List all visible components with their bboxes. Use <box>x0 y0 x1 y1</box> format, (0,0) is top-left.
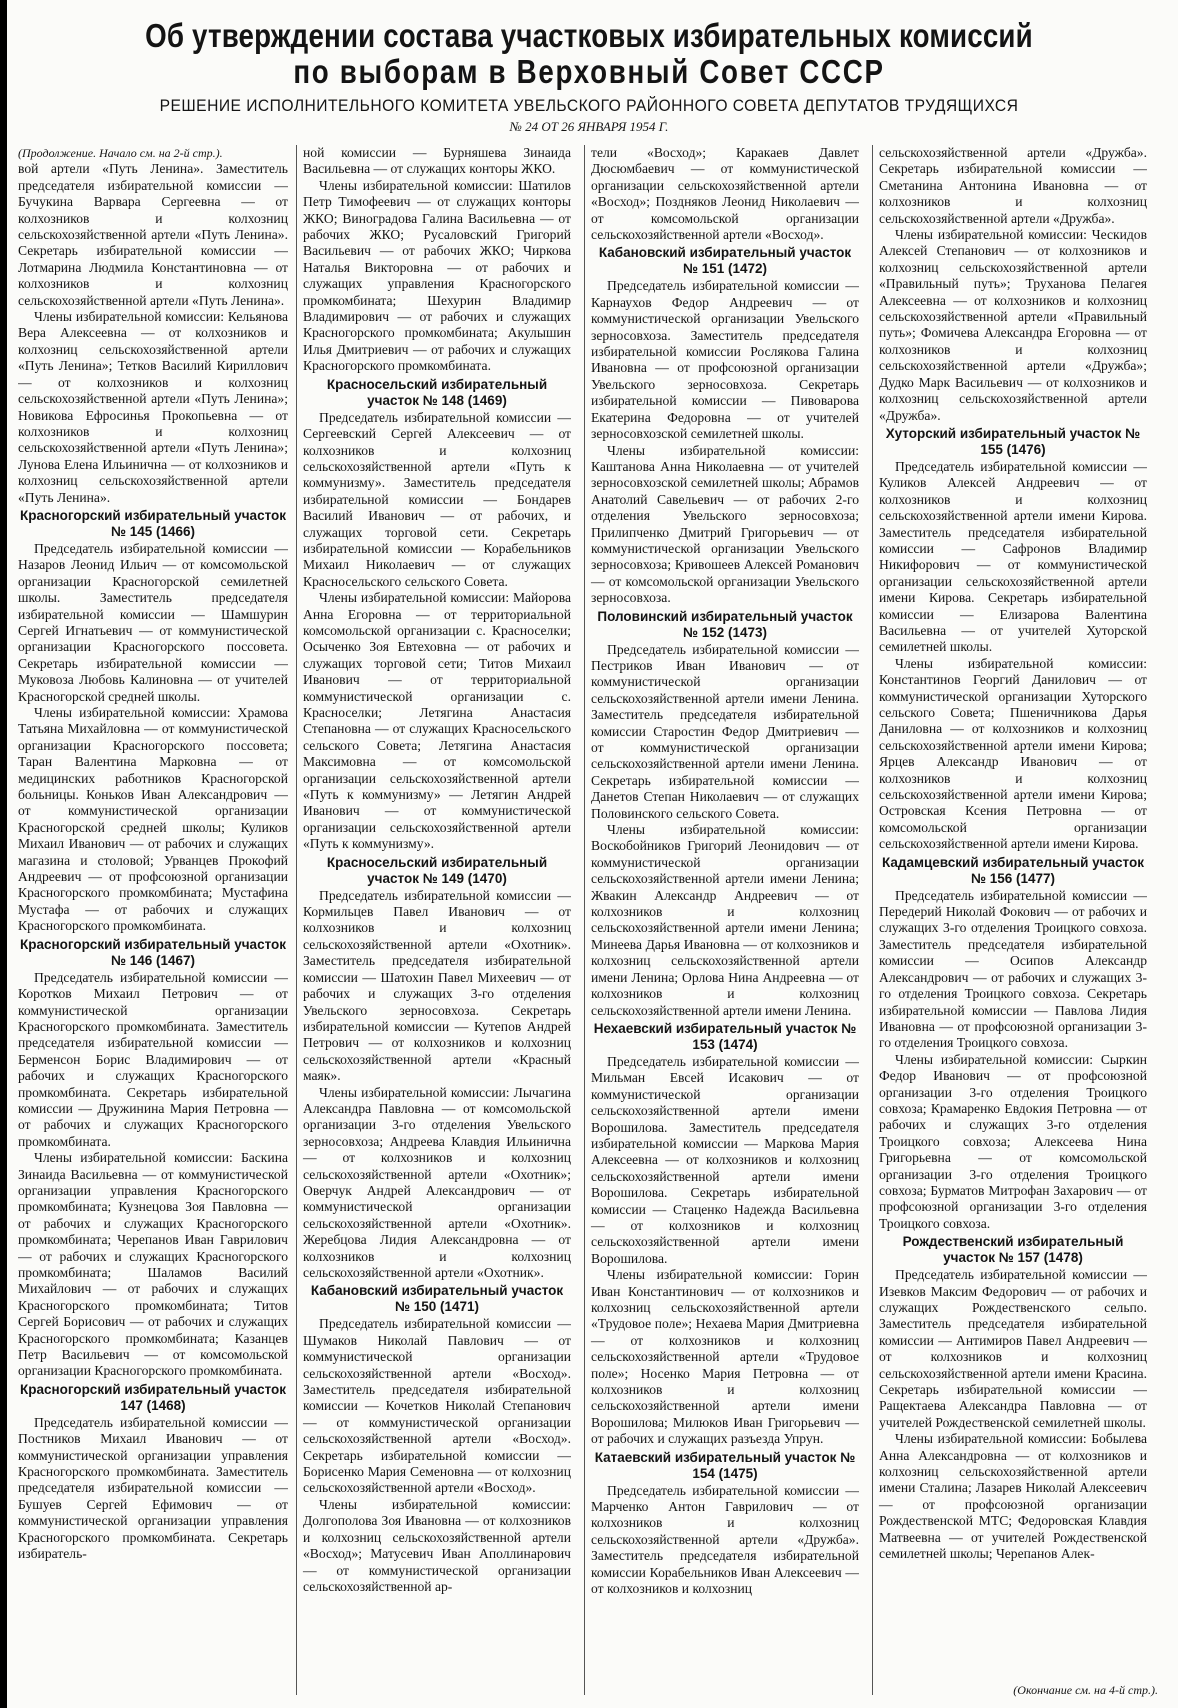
paragraph: Члены избирательной комиссии: Бобылева Анна Александровна — от колхозников и колхозниц сельскохозяйственной артели имени Сталина; Лазарев Николай Алексеевич — от профсоюзной организации Рождественской МТС; Федоровская Клавдия Матвеевна — от учителей Рождественской семилетней школы; Черепанов Алек- <box>879 1431 1147 1562</box>
paragraph: Председатель избирательной комиссии — Пестриков Иван Иванович — от коммунистической организации сельскохозяйственной артели имени Ленина. Заместитель председателя избирательной комиссии Старостин Федор Дмитриевич — от коммунистической организации сельскохозяйственной артели имени Ленина. Секретарь избирательной комиссии — Данетов Степан Николаевич — от служащих Половинского сельского Совета. <box>591 641 859 821</box>
headline-line-2: по выборам в Верховный Совет СССР <box>293 53 885 90</box>
page-left-edge <box>0 0 7 1708</box>
paragraph: Председатель избирательной комиссии — Кормильцев Павел Иванович — от колхозников и колхозниц сельскохозяйственной артели «Охотник». Заместитель председателя избирательной комиссии — Шатохин Павел Михеевич — от рабочих и служащих 3-го отделения Увельского зерносовхоза. Секретарь избирательной комиссии — Кутепов Андрей Петрович — от колхозников и колхозниц сельскохозяйственной артели «Красный маяк». <box>303 887 571 1084</box>
column-3 <box>584 145 859 1695</box>
section-heading: Кабановский избирательный участок № 150 (1471) <box>310 1283 564 1315</box>
paragraph: Председатель избирательной комиссии — Сергеевский Сергей Алексеевич — от колхозников и колхозниц сельскохозяйственной артели «Путь к коммунизму». Заместитель председателя избирательной комиссии — Бондарев Василий Иванович — от рабочих, и служащих торговой сети. Секретарь избирательной комиссии — Корабельников Михаил Николаевич — от служащих Красносельского сельского Совета. <box>303 409 571 589</box>
paragraph: Члены избирательной комиссии: Баскина Зинаида Васильевна — от коммунистической организации управления Красногорского промкомбината; Кузнецова Зоя Павловна — от рабочих и служащих Красногорского промкомбината; Черепанов Иван Гаврилович — от рабочих и служащих Красногорского промкомбината; Шаламов Василий Михайлович — от рабочих и служащих Красногорского промкомбината; Титов Сергей Борисович — от рабочих и служащих Красногорского промкомбината; Казанцев Петр Васильевич — от комсомольской организации Красногорского промкомбината. <box>18 1150 288 1379</box>
paragraph: Члены избирательной комиссии: Ческидов Алексей Степанович — от колхозников и колхозниц сельскохозяйственной артели «Правильный путь»; Труханова Пелагея Алексеевна — от колхозников и колхозниц сельскохозяйственной артели «Правильный путь»; Фомичева Александра Егоровна — от колхозников и колхозниц сельскохозяйственной артели «Дружба»; Дудко Марк Васильевич — от колхозников и колхозниц сельскохозяйственной артели «Дружба». <box>879 227 1147 423</box>
section-heading: Кабановский избирательный участок № 151 (1472) <box>598 245 852 277</box>
paragraph: Члены избирательной комиссии: Майорова Анна Егоровна — от территориальной комсомольской организации с. Красноселки; Осыченко Зоя Евтеховна — от рабочих и служащих торговой сети; Титов Михаил Иванович — от территориальной коммунистической организации с. Красноселки; Летягина Анастасия Степановна — от служащих Красносельского сельского Совета; Летягина Анастасия Максимовна — от комсомольской организации сельскохозяйственной артели «Путь к коммунизму» — Летягин Андрей Иванович — от коммунистической организации сельскохозяйственной артели «Путь к коммунизму». <box>303 590 571 852</box>
paragraph: Члены избирательной комиссии: Сыркин Федор Иванович — от профсоюзной организации 3-го отделения Троицкого совхоза; Крамаренко Евдокия Петровна — от рабочих и служащих 3-го отделения Троицкого совхоза; Алексеева Нина Григорьевна — от комсомольской организации 3-го отделения Троицкого совхоза; Бурматов Митрофан Захарович — от профсоюзной организации 3-го отделения Троицкого совхоза. <box>879 1051 1147 1231</box>
decision-dateline: № 24 ОТ 26 ЯНВАРЯ 1954 Г. <box>509 119 669 134</box>
paragraph: Председатель избирательной комиссии — Передерий Николай Фокович — от рабочих и служащих 3-го отделения Троицкого совхоза. Заместитель председателя избирательной комиссии — Осипов Александр Александрович — от рабочих и служащих 3-го отделения Троицкого совхоза. Секретарь избирательной комиссии — Павлова Лидия Ивановна — от профсоюзной организации 3-го отделения Троицкого совхоза. <box>879 887 1147 1051</box>
paragraph: тели «Восход»; Каракаев Давлет Дюсюмбаевич — от коммунистической организации сельскохозяйственной артели «Восход»; Поздняков Леонид Николаевич — от комсомольской организации сельскохозяйственной артели «Восход». <box>591 145 859 243</box>
paragraph: Члены избирательной комиссии: Храмова Татьяна Михайловна — от коммунистической организации Красногорского поссовета; Таран Валентина Марковна — от медицинских работников Красногорской больницы. Коньков Иван Александрович — от коммунистической организации Красногорской средней школы; Куликов Михаил Иванович — от рабочих и служащих магазина и столовой; Урванцев Прокофий Андреевич — от профсоюзной организации Красногорского промкомбината; Мустафина Мустафа — от рабочих и служащих Красногорского промкомбината. <box>18 705 288 934</box>
paragraph: ной комиссии — Бурняшева Зинаида Васильевна — от служащих конторы ЖКО. <box>303 145 571 177</box>
paragraph: Председатель избирательной комиссии — Карнаухов Федор Андреевич — от коммунистической организации Увельского зерносовхоза. Заместитель председателя избирательной комиссии Рослякова Галина Ивановна — от профсоюзной организации Увельского зерносовхоза. Секретарь избирательной комиссии — Пивоварова Екатерина Федоровна — от учителей зерносовхозской семилетней школы. <box>591 278 859 442</box>
paragraph: Председатель избирательной комиссии — Мильман Евсей Исакович — от коммунистической организации сельскохозяйственной артели имени Ворошилова. Заместитель председателя избирательной комиссии — Маркова Мария Алексеевна — от колхозников и колхозниц сельскохозяйственной артели имени Ворошилова. Секретарь избирательной комиссии — Стаценко Надежда Васильевна — от колхозников и колхозниц сельскохозяйственной артели имени Ворошилова. <box>591 1053 859 1266</box>
continuation-end-note: (Окончание см. на 4-й стр.). <box>1013 1683 1158 1697</box>
continuation-note: (Продолжение. Начало см. на 2-й стр.). <box>18 146 223 160</box>
paragraph: сельскохозяйственной артели «Дружба». Секретарь избирательной комиссии — Сметанина Антонина Ивановна — от колхозников и колхозниц сельскохозяйственной артели «Дружба». <box>879 145 1147 226</box>
section-heading: Красносельский избирательный участок № 148 (1469) <box>326 376 548 408</box>
section-heading: Красногорский избирательный участок № 145 (1466) <box>19 507 287 539</box>
section-heading: Катаевский избирательный участок № 154 (1475) <box>594 1449 856 1481</box>
paragraph: Члены избирательной комиссии: Воскобойников Григорий Леонидович — от коммунистической организации сельскохозяйственной артели имени Ленина; Жвакин Александр Андреевич — от колхозников и колхозниц сельскохозяйственной артели имени Ленина; Минеева Дарья Ивановна — от колхозников и колхозниц сельскохозяйственной артели имени Ленина; Орлова Нина Андреевна — от колхозников и колхозниц сельскохозяйственной артели имени Ленина. <box>591 822 859 1018</box>
paragraph: Председатель избирательной комиссии — Изевков Максим Федорович — от рабочих и служащих Рождественского сельпо. Заместитель председателя избирательной комиссии — Антимиров Павел Андреевич — от колхозников и колхозниц сельскохозяйственной артели имени Красина. Секретарь избирательной комиссии — Ращектаева Александра Павловна — от учителей Рождественской семилетней школы. <box>879 1267 1147 1430</box>
paragraph: Председатель избирательной комиссии — Коротков Михаил Петрович — от коммунистической организации Красногорского промкомбината. Заместитель председателя избирательной комиссии — Берменсон Борис Владимирович — от рабочих и служащих Красногорского промкомбината. Секретарь избирательной комиссии — Дружинина Мария Петровна — от рабочих и служащих Красногорского промкомбината. <box>18 969 288 1149</box>
column-2 <box>296 145 571 1695</box>
article-header <box>0 18 1178 135</box>
paragraph: Члены избирательной комиссии: Шатилов Петр Тимофеевич — от служащих конторы ЖКО; Виноградова Галина Васильевна — от рабочих ЖКО; Русаловский Григорий Васильевич — от рабочих ЖКО; Чиркова Наталья Викторовна — от рабочих и служащих управления Красногорского промкомбината; Шехурин Владимир Владимирович — от рабочих и служащих Красногорского промкомбината; Акулышин Илья Дмитриевич — от рабочих и служащих Красногорского промкомбината. <box>303 177 571 374</box>
paragraph: Председатель избирательной комиссии — Куликов Алексей Андреевич — от колхозников и колхозниц сельскохозяйственной артели имени Кирова. Заместитель председателя избирательной комиссии — Сафронов Владимир Никифорович — от коммунистической организации сельскохозяйственной артели имени Кирова. Секретарь избирательной комиссии — Елизарова Валентина Васильевна — от учителей Хуторской семилетней школы. <box>879 458 1147 655</box>
section-heading: Кадамцевский избирательный участок № 156 (1477) <box>882 854 1144 886</box>
paragraph: Председатель избирательной комиссии — Шумаков Николай Павлович — от коммунистической организации сельскохозяйственной артели «Восход». Заместитель председателя избирательной комиссии — Кочетков Николай Степанович — от коммунистической организации сельскохозяйственной артели «Восход». Секретарь избирательной комиссии — Борисенко Мария Семеновна — от колхозниц сельскохозяйственной артели «Восход». <box>303 1316 571 1496</box>
paragraph: вой артели «Путь Ленина». Заместитель председателя избирательной комиссии — Бучукина Варвара Сергеевна — от колхозников и колхозниц сельскохозяйственной артели «Путь Ленина». Секретарь избирательной комиссии — Лотмарина Людмила Константиновна — от колхозников и колхозниц сельскохозяйственной артели «Путь Ленина». <box>18 161 288 308</box>
paragraph: Члены избирательной комиссии: Горин Иван Константинович — от колхозников и колхозниц сельскохозяйственной артели «Трудовое поле»; Нехаева Мария Дмитриевна — от колхозников и колхозниц сельскохозяйственной артели «Трудовое поле»; Носенко Мария Петровна — от колхозников и колхозниц сельскохозяйственной артели имени Ворошилова; Милюков Иван Григорьевич — от рабочих и служащих разъезда Упрун. <box>591 1267 859 1447</box>
section-heading: Красносельский избирательный участок № 149 (1470) <box>326 854 548 886</box>
headline-line-1: Об утверждении состава участковых избирательных комиссий <box>145 17 1033 54</box>
paragraph: Члены избирательной комиссии: Каштанова Анна Николаевна — от учителей зерносовхозской семилетней школы; Абрамов Анатолий Савельевич — от рабочих 2-го отделения Увельского зерносовхоза; Прилипченко Дмитрий Григорьевич — от коммунистической организации Увельского зерносовхоза; Кривошеев Алексей Романович — от комсомольской организации Увельского зерносовхоза. <box>591 442 859 606</box>
section-heading: Красногорский избирательный участок № 146 (1467) <box>19 936 287 968</box>
paragraph: Председатель избирательной комиссии — Марченко Антон Гаврилович — от колхозников и колхозниц сельскохозяйственной артели «Дружба». Заместитель председателя избирательной комиссии Корабельников Иван Алексеевич — от колхозников и колхозниц <box>591 1482 859 1597</box>
paragraph: Члены избирательной комиссии: Долгополова Зоя Ивановна — от колхозников и колхозниц сельскохозяйственной артели «Восход»; Матусевич Иван Аполлинарович — от коммунистической организации сельскохозяйственной ар- <box>303 1496 571 1594</box>
paragraph: Председатель избирательной комиссии — Постников Михаил Иванович — от коммунистической организации управления Красногорского промкомбината. Заместитель председателя избирательной комиссии — Бушуев Сергей Ефимович — от коммунистической организации управления Красногорского промкомбината. Секретарь избиратель- <box>18 1414 288 1562</box>
section-heading: Хуторский избирательный участок № 155 (1476) <box>885 425 1141 457</box>
article-columns <box>18 145 1168 1695</box>
paragraph: Члены избирательной комиссии: Кельянова Вера Алексеевна — от колхозников и колхозниц сельскохозяйственной артели «Путь Ленина»; Тетков Василий Кириллович — от колхозников и колхозниц сельскохозяйственной артели «Путь Ленина»; Новикова Ефросинья Прокопьевна — от колхозников и колхозниц сельскохозяйственной артели «Путь Ленина»; Лунова Елена Ильинична — от колхозников и колхозниц сельскохозяйственной артели «Путь Ленина». <box>18 309 288 505</box>
section-heading: Рождественский избирательный участок № 157 (1478) <box>902 1234 1124 1266</box>
paragraph: Председатель избирательной комиссии — Назаров Леонид Ильич — от комсомольской организации Красногорской семилетней школы. Заместитель председателя избирательной комиссии — Шамшурин Сергей Игнатьевич — от коммунистической организации Красногорского поссовета. Секретарь избирательной комиссии — Муковоза Любовь Калиновна — от учителей Красногорской средней школы. <box>18 540 288 704</box>
column-4 <box>872 145 1147 1695</box>
decision-subtitle: РЕШЕНИЕ ИСПОЛНИТЕЛЬНОГО КОМИТЕТА УВЕЛЬСКОГО РАЙОННОГО СОВЕТА ДЕПУТАТОВ ТРУДЯЩИХСЯ <box>159 96 1019 115</box>
column-1 <box>18 145 288 1695</box>
section-heading: Половинский избирательный участок № 152 (1473) <box>597 608 853 640</box>
paragraph: Члены избирательной комиссии: Константинов Георгий Данилович — от коммунистической организации Хуторского сельского Совета; Пшеничникова Дарья Даниловна — от колхозников и колхозниц сельскохозяйственной артели имени Кирова; Ярцев Александр Иванович — от колхозников и колхозниц сельскохозяйственной артели имени Кирова; Островская Ксения Петровна — от комсомольской организации сельскохозяйственной артели имени Кирова. <box>879 655 1147 852</box>
section-heading: Красногорский избирательный участок 147 (1468) <box>19 1381 287 1413</box>
paragraph: Члены избирательной комиссии: Лычагина Александра Павловна — от комсомольской организации 3-го отделения Увельского зерносовхоза; Андреева Клавдия Ильинична — от колхозников и колхозниц сельскохозяйственной артели «Охотник»; Оверчук Андрей Александрович — от коммунистической организации сельскохозяйственной артели «Охотник». Жеребцова Лидия Александровна — от колхозников и колхозниц сельскохозяйственной артели «Охотник». <box>303 1084 571 1280</box>
section-heading: Нехаевский избирательный участок № 153 (1474) <box>593 1020 857 1052</box>
